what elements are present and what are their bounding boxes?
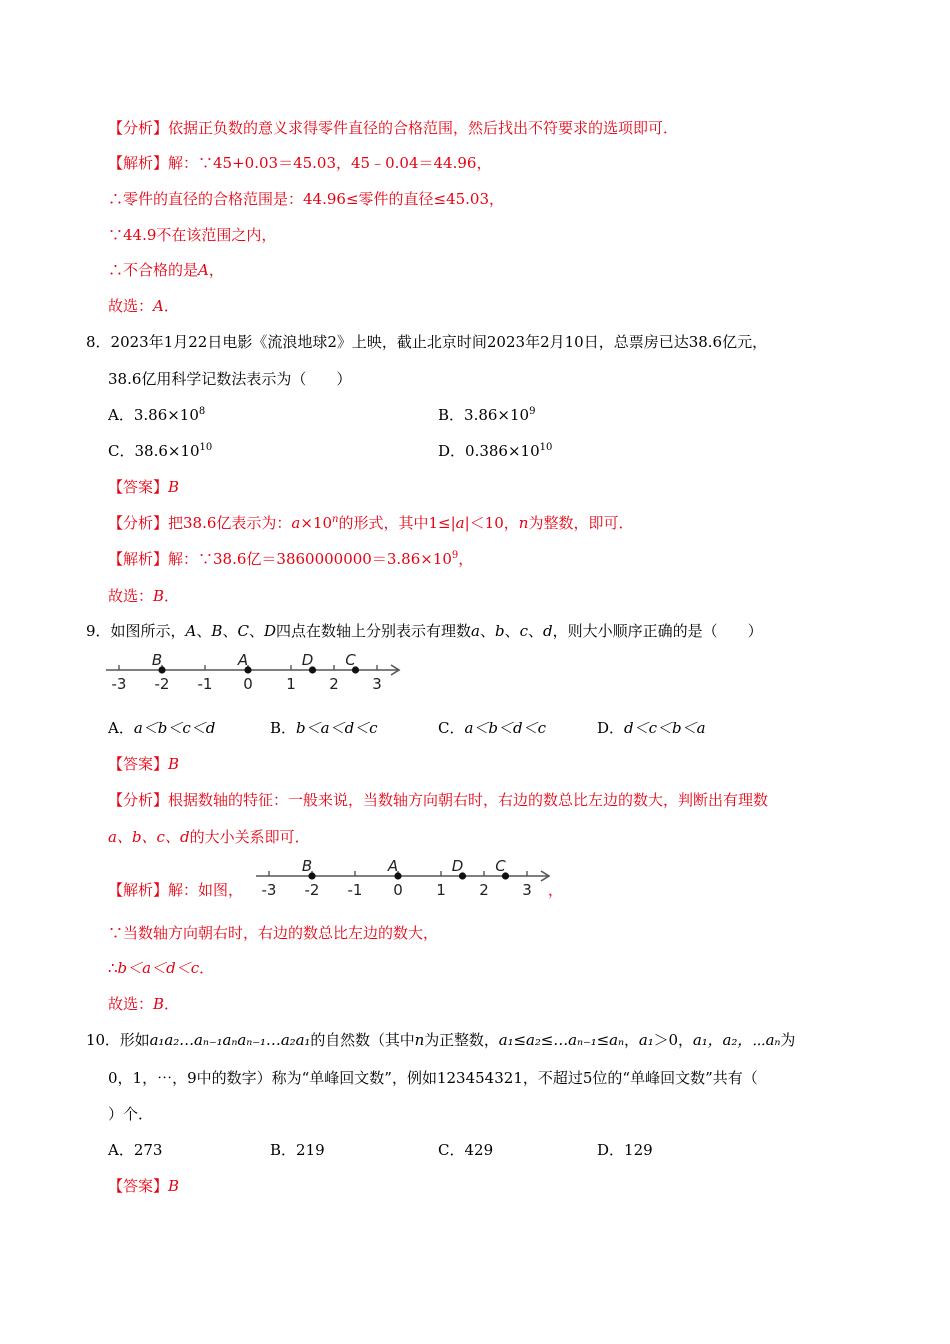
option-text: d＜c＜b＜a	[624, 719, 706, 737]
stem-text: ，	[623, 1031, 639, 1049]
stem-expr: a₁a₂…aₙ₋₁aₙaₙ₋₁…a₂a₁	[149, 1031, 311, 1049]
q7-final	[108, 296, 179, 316]
stem-text: 、	[504, 622, 520, 640]
solution-text: ，	[548, 881, 564, 899]
stem-var: C	[237, 622, 249, 640]
stem-var: A	[185, 622, 197, 640]
option-label: B．	[270, 719, 297, 737]
option-label: C．	[108, 442, 135, 460]
stem-text: 9．如图所示，	[86, 622, 186, 640]
stem-text: 、	[222, 622, 238, 640]
step-text: ∴零件的直径的合格范围是：44.96≤零件的直径≤45.03，	[108, 190, 505, 208]
step-expr: b＜a＜d＜c	[117, 959, 200, 977]
step-text: ∵44.9不在该范围之内，	[108, 226, 277, 244]
option-text: b＜a＜d＜c	[296, 719, 378, 737]
option-label: B．	[270, 1141, 297, 1159]
tick-label: -3	[261, 881, 277, 899]
stem-expr: a₁，a₂，⋯aₙ	[692, 1031, 781, 1049]
stem-var: D	[263, 622, 276, 640]
q9-analysis-line2	[108, 827, 310, 847]
option-exp: 10	[539, 442, 553, 453]
option-text: a＜b＜d＜c	[464, 719, 547, 737]
stem-var: c	[519, 622, 528, 640]
analysis-text: |＜10，	[464, 514, 519, 532]
final-text: ．	[164, 995, 180, 1013]
q9-option-b[interactable]	[270, 718, 378, 738]
stem-text: 、	[196, 622, 212, 640]
final-text: 故选：	[108, 297, 154, 315]
step-text: ∴	[108, 959, 118, 977]
answer-tag: 【答案】	[108, 478, 169, 496]
point-label: C	[495, 857, 506, 875]
option-text: 3.86×10	[133, 406, 199, 424]
q10-option-d[interactable]	[597, 1140, 653, 1160]
stem-var: B	[211, 622, 223, 640]
option-text: 429	[464, 1141, 494, 1159]
q9-answer	[108, 754, 179, 774]
analysis-tag: 【分析】	[108, 791, 169, 809]
final-var: A	[153, 297, 164, 315]
analysis-text: 根据数轴的特征：一般来说，当数轴方向朝右时，右边的数总比左边的数大，判断出有理数	[168, 791, 769, 809]
number-line-figure	[104, 650, 404, 696]
step-text: ．	[199, 959, 215, 977]
option-text: a＜b＜c＜d	[133, 719, 216, 737]
analysis-tag: 【分析】	[108, 119, 169, 137]
option-label: D．	[597, 719, 625, 737]
analysis-text: ×10	[300, 514, 333, 532]
q7-step2	[108, 225, 276, 245]
stem-var: a	[471, 622, 480, 640]
stem-text: 0，1，⋯，9中的数字）称为“单峰回文数”，例如123454321，不超过5位的“单峰回文数”共有（	[108, 1069, 758, 1087]
stem-text: 为正整数，	[424, 1031, 499, 1049]
stem-var: b	[494, 622, 505, 640]
option-label: C．	[438, 719, 465, 737]
point-label: B	[301, 857, 313, 875]
q7-step1	[108, 189, 504, 209]
step-var: A	[198, 261, 209, 279]
option-text: 219	[296, 1141, 325, 1159]
q8-option-c[interactable]	[108, 441, 212, 461]
tick-label: -1	[197, 675, 213, 693]
stem-text: 的自然数（其中	[310, 1031, 415, 1049]
q9-solution	[108, 880, 243, 900]
final-text: ．	[164, 587, 180, 605]
q8-final	[108, 586, 179, 606]
analysis-text: 的形式，其中1≤|	[338, 514, 456, 532]
point-label: D	[301, 651, 314, 669]
answer-value: B	[168, 1177, 180, 1195]
option-text: 3.86×10	[464, 406, 530, 424]
solution-exp: 9	[451, 550, 459, 561]
tick-label: 1	[286, 675, 296, 693]
solution-tag: 【解析】	[108, 881, 169, 899]
analysis-exp: n	[332, 514, 339, 525]
q10-stem-line3	[108, 1104, 153, 1124]
q9-final	[108, 994, 179, 1014]
stem-var: n	[414, 1031, 425, 1049]
q10-stem-line2	[108, 1068, 758, 1088]
q10-option-b[interactable]	[270, 1140, 325, 1160]
solution-tag: 【解析】	[108, 550, 169, 568]
stem-text: 10．形如	[86, 1031, 150, 1049]
q8-option-b[interactable]	[438, 405, 535, 425]
q7-analysis	[108, 118, 678, 138]
final-text: ．	[163, 297, 179, 315]
analysis-var: a	[455, 514, 465, 532]
stem-var: d	[543, 622, 553, 640]
tick-label: 2	[329, 675, 339, 693]
stem-expr: a₁≤a₂≤…aₙ₋₁≤aₙ	[498, 1031, 624, 1049]
option-label: D．	[597, 1141, 625, 1159]
q7-step3	[108, 260, 224, 280]
stem-text: 、	[479, 622, 495, 640]
tick-label: 1	[436, 881, 446, 899]
option-text: 273	[133, 1141, 163, 1159]
solution-text: ，	[458, 550, 474, 568]
tick-label: 0	[393, 881, 403, 899]
q10-option-c[interactable]	[438, 1140, 493, 1160]
q8-option-d[interactable]	[438, 441, 552, 461]
answer-tag: 【答案】	[108, 1177, 169, 1195]
tick-label: -1	[347, 881, 363, 899]
step-text: ∵当数轴方向朝右时，右边的数总比左边的数大，	[108, 924, 439, 942]
stem-text: 为	[780, 1031, 796, 1049]
step-text: ，	[208, 261, 224, 279]
stem-text: 四点在数轴上分别表示有理数	[275, 622, 471, 640]
stem-text: 、	[248, 622, 264, 640]
tick-label: -3	[111, 675, 127, 693]
step-text: ∴不合格的是	[108, 261, 199, 279]
option-label: B．	[438, 406, 465, 424]
solution-text: 解：如图，	[168, 881, 244, 899]
point-label: B	[151, 651, 163, 669]
analysis-text: 依据正负数的意义求得零件直径的合格范围，然后找出不符要求的选项即可．	[168, 119, 679, 137]
point-label: A	[237, 651, 249, 669]
tick-label: 3	[372, 675, 382, 693]
q9-stem	[86, 621, 763, 641]
solution-text: 解：∵45+0.03＝45.03，45﹣0.04＝44.96，	[168, 154, 492, 172]
point-label: C	[345, 651, 356, 669]
option-exp: 10	[199, 442, 213, 453]
q9-option-c[interactable]	[438, 718, 546, 738]
answer-tag: 【答案】	[108, 755, 169, 773]
point-label: D	[451, 857, 464, 875]
q8-stem-line1	[86, 332, 767, 352]
q10-stem-line1	[86, 1030, 795, 1050]
analysis-text: 的大小关系即可．	[189, 828, 310, 846]
stem-text: ，则大小顺序正确的是（ ）	[552, 622, 763, 640]
number-line-figure-solution	[254, 856, 554, 902]
q8-option-a[interactable]	[108, 405, 205, 425]
q8-answer	[108, 477, 179, 497]
answer-value: B	[168, 755, 180, 773]
option-exp: 8	[198, 406, 206, 417]
tick-label: -2	[154, 675, 170, 693]
stem-text: ）个．	[108, 1105, 154, 1123]
stem-text: ＞0，	[653, 1031, 693, 1049]
stem-expr: a₁	[638, 1031, 654, 1049]
q7-solution	[108, 153, 491, 173]
final-var: B	[153, 995, 165, 1013]
option-label: C．	[438, 1141, 465, 1159]
q9-step2	[108, 958, 214, 978]
solution-text: 解：∵38.6亿＝3860000000＝3.86×10	[168, 550, 452, 568]
analysis-text: 为整数，即可．	[528, 514, 634, 532]
tick-label: 2	[479, 881, 489, 899]
final-text: 故选：	[108, 995, 154, 1013]
solution-tag: 【解析】	[108, 154, 169, 172]
option-exp: 9	[529, 406, 536, 417]
q9-analysis-line1	[108, 790, 768, 810]
option-label: A．	[108, 719, 134, 737]
analysis-var: n	[518, 514, 529, 532]
final-var: B	[153, 587, 165, 605]
q8-stem-line2	[108, 369, 351, 389]
analysis-tag: 【分析】	[108, 514, 169, 532]
option-text: 0.386×10	[465, 442, 540, 460]
final-text: 故选：	[108, 587, 154, 605]
q10-option-a[interactable]	[108, 1140, 162, 1160]
stem-text: 38.6亿用科学记数法表示为（ ）	[108, 370, 352, 388]
tick-label: -2	[304, 881, 320, 899]
option-label: A．	[108, 406, 134, 424]
stem-text: 、	[528, 622, 544, 640]
stem-text: 8．2023年1月22日电影《流浪地球2》上映，截止北京时间2023年2月10日，总票房已达38.6亿元，	[86, 333, 768, 351]
option-label: A．	[108, 1141, 134, 1159]
q9-option-a[interactable]	[108, 718, 215, 738]
analysis-var: a、b、c、d	[108, 828, 190, 846]
point-label: A	[387, 857, 399, 875]
analysis-text: 把38.6亿表示为：	[168, 514, 292, 532]
tick-label: 3	[522, 881, 532, 899]
option-text: 129	[624, 1141, 653, 1159]
q8-analysis	[108, 513, 633, 533]
q9-step1	[108, 923, 438, 943]
analysis-var: a	[291, 514, 301, 532]
tick-label: 0	[243, 675, 253, 693]
option-text: 38.6×10	[134, 442, 200, 460]
option-label: D．	[438, 442, 466, 460]
answer-value: B	[168, 478, 180, 496]
q10-answer	[108, 1176, 179, 1196]
q8-solution	[108, 549, 473, 569]
q9-solution-comma	[548, 880, 563, 900]
q9-option-d[interactable]	[597, 718, 706, 738]
